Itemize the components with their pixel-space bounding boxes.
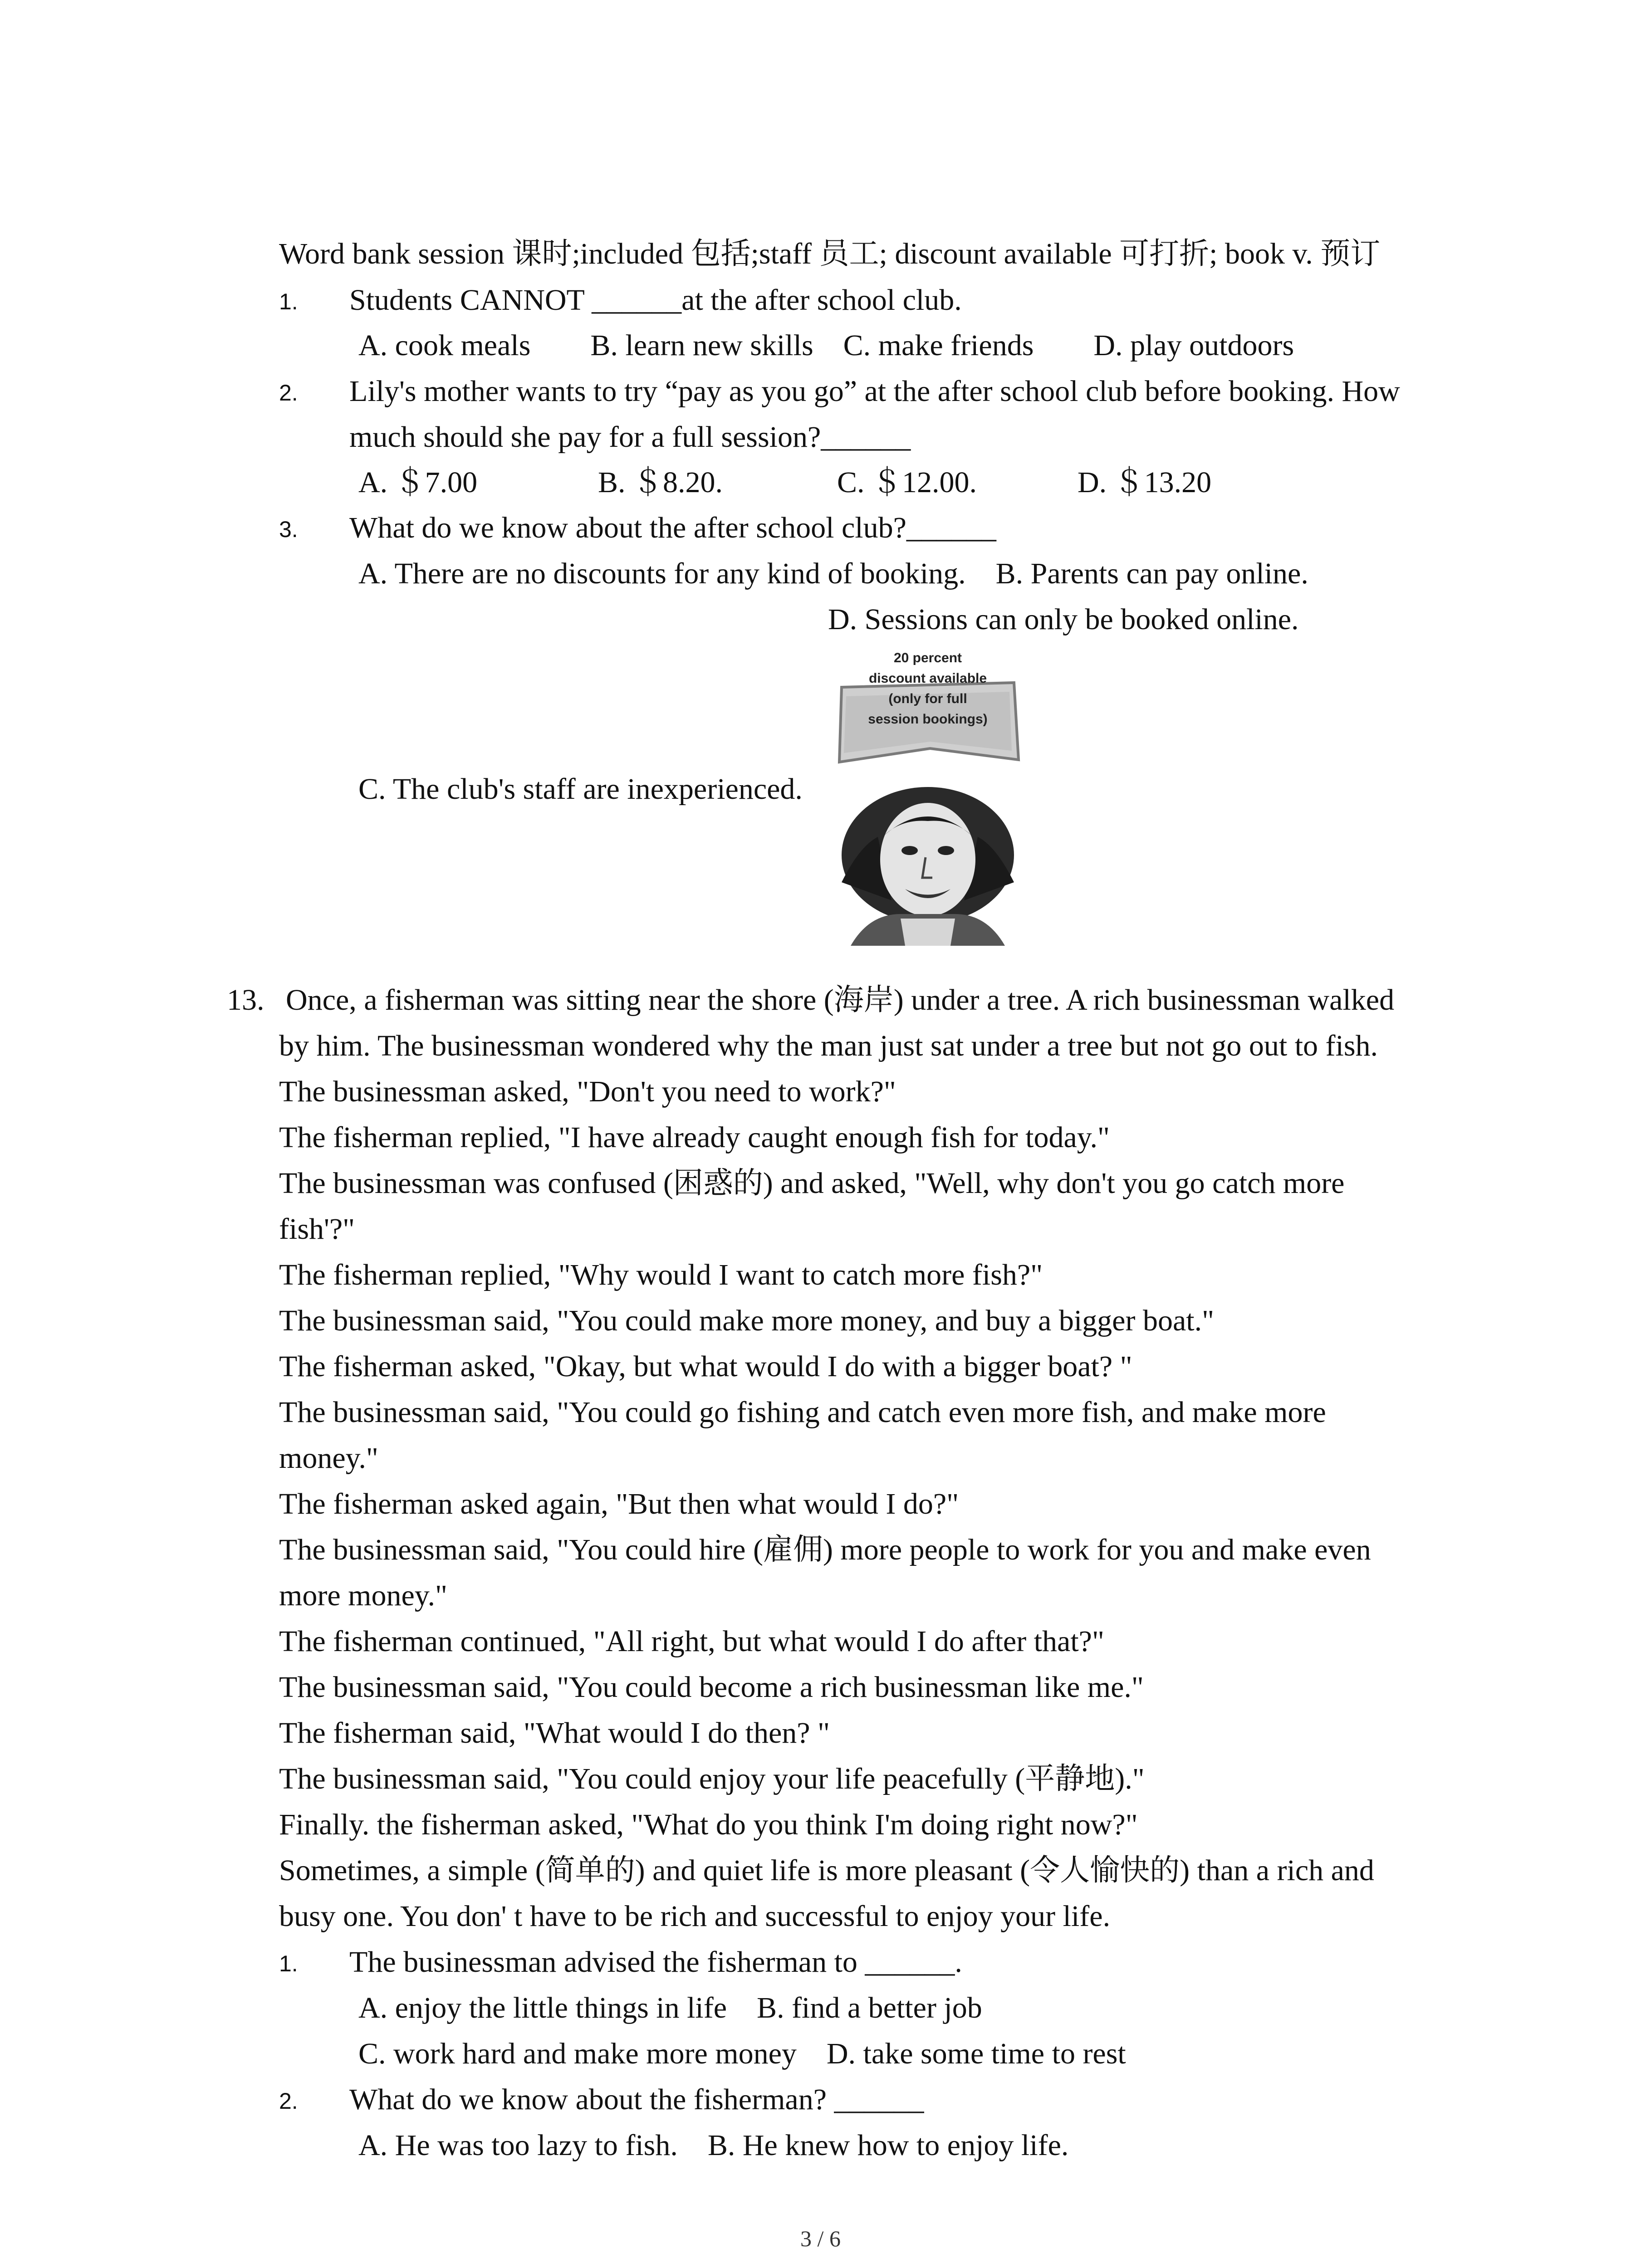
answer-option: B. ＄8.20. <box>598 466 723 499</box>
passage-line: The fisherman continued, "All right, but what would I do after that?" <box>279 1625 1104 1658</box>
answer-options: C. work hard and make more money D. take some time to rest <box>358 2037 1126 2070</box>
answer-options: A. enjoy the little things in life B. find a better job <box>358 1991 982 2024</box>
answer-options: A. cook meals B. learn new skills C. make friends D. play outdoors <box>358 329 1294 362</box>
passage-line: The businessman said, "You could make more money, and buy a bigger boat." <box>279 1304 1215 1337</box>
question-number: 2. <box>279 2088 298 2114</box>
question-text: The businessman advised the fisherman to ______. <box>349 1945 962 1979</box>
passage-line: Once, a fisherman was sitting near the shore (海岸) under a tree. A rich businessman walked <box>286 983 1395 1017</box>
ad-text-line: session bookings) <box>868 712 988 727</box>
passage-line: The fisherman replied, "I have already caught enough fish for today." <box>279 1121 1110 1154</box>
question-text: much should she pay for a full session?______ <box>349 420 911 454</box>
ad-text-line: (only for full <box>888 691 967 706</box>
passage-line: Sometimes, a simple (简单的) and quiet life is more pleasant (令人愉快的) than a rich and <box>279 1854 1374 1887</box>
passage-line: The businessman said, "You could become a rich businessman like me." <box>279 1671 1144 1704</box>
ad-text-line: 20 percent <box>893 650 962 665</box>
question-number: 1. <box>279 1951 298 1976</box>
answer-option: C. ＄12.00. <box>837 466 977 499</box>
answer-option: A. ＄7.00 <box>358 466 478 499</box>
question-text: What do we know about the after school club?______ <box>349 511 996 544</box>
question-text: What do we know about the fisherman? ______ <box>349 2083 924 2116</box>
passage-line: The fisherman said, "What would I do then? " <box>279 1716 830 1750</box>
ad-text-line: discount available <box>868 671 987 686</box>
passage-line: The businessman said, "You could hire (雇佣) more people to work for you and make even <box>279 1533 1371 1566</box>
page-number: 3 / 6 <box>800 2226 841 2251</box>
passage-line: by him. The businessman wondered why the man just sat under a tree but not go out to fish. <box>279 1029 1378 1062</box>
answer-option: D. ＄13.20 <box>1078 466 1212 499</box>
passage-line: The businessman was confused (困惑的) and asked, "Well, why don't you go catch more <box>279 1167 1345 1200</box>
passage-line: fish'?" <box>279 1212 355 1246</box>
question-number: 1. <box>279 289 298 314</box>
passage-line: The fisherman replied, "Why would I want to catch more fish?" <box>279 1258 1043 1291</box>
question-number: 13. <box>227 983 265 1017</box>
discount-ad-image <box>833 646 1023 946</box>
passage-line: The businessman said, "You could go fishing and catch even more fish, and make more <box>279 1396 1326 1429</box>
passage-line: money." <box>279 1442 378 1475</box>
ad-figure <box>833 646 1023 946</box>
passage-line: more money." <box>279 1579 447 1612</box>
answer-option: D. Sessions can only be booked online. <box>828 603 1299 636</box>
answer-options: A. He was too lazy to fish. B. He knew how to enjoy life. <box>358 2129 1069 2162</box>
question-number: 3. <box>279 517 298 542</box>
passage-line: The fisherman asked, "Okay, but what would I do with a bigger boat? " <box>279 1350 1132 1383</box>
passage-line: The businessman said, "You could enjoy your life peacefully (平静地)." <box>279 1762 1145 1795</box>
question-text: Lily's mother wants to try “pay as you go” at the after school club before booking. How <box>349 375 1400 408</box>
word-bank: Word bank session 课时;included 包括;staff 员工; discount available 可打折; book v. 预订 <box>279 237 1381 270</box>
question-number: 2. <box>279 380 298 406</box>
passage-line: busy one. You don' t have to be rich and successful to enjoy your life. <box>279 1900 1111 1933</box>
passage-line: The businessman asked, "Don't you need to work?" <box>279 1075 896 1108</box>
answer-options: A. There are no discounts for any kind of booking. B. Parents can pay online. <box>358 557 1308 590</box>
answer-option: C. The club's staff are inexperienced. <box>358 772 803 806</box>
passage-line: Finally. the fisherman asked, "What do you think I'm doing right now?" <box>279 1808 1138 1841</box>
question-text: Students CANNOT ______at the after school club. <box>349 284 962 317</box>
passage-line: The fisherman asked again, "But then what would I do?" <box>279 1487 959 1520</box>
